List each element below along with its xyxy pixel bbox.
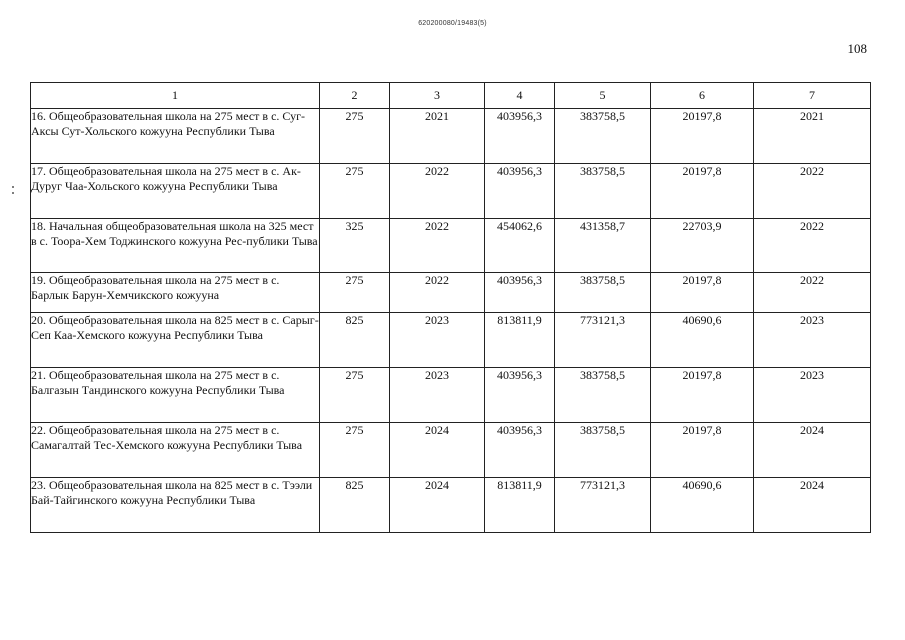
capacity-cell: 275 bbox=[320, 273, 390, 313]
capacity-cell: 275 bbox=[320, 368, 390, 423]
federal-funds-cell: 383758,5 bbox=[555, 273, 651, 313]
capacity-cell: 275 bbox=[320, 423, 390, 478]
school-name-cell: 18. Начальная общеобразовательная школа на 325 мест в с. Тоора-Хем Тоджинского кожууна Рес-публики Тыва bbox=[31, 219, 320, 273]
school-name-cell: 20. Общеобразовательная школа на 825 мест в с. Сарыг-Сеп Каа-Хемского кожууна Республики Тыва bbox=[31, 313, 320, 368]
total-cost-cell: 403956,3 bbox=[485, 273, 555, 313]
federal-funds-cell: 773121,3 bbox=[555, 313, 651, 368]
year-cell: 2022 bbox=[390, 219, 485, 273]
regional-funds-cell: 40690,6 bbox=[651, 313, 754, 368]
page-number: 108 bbox=[847, 41, 867, 56]
column-header: 4 bbox=[485, 83, 555, 109]
total-cost-cell: 403956,3 bbox=[485, 368, 555, 423]
federal-funds-cell: 383758,5 bbox=[555, 109, 651, 164]
year-cell: 2024 bbox=[390, 478, 485, 533]
commissioning-year-cell: 2022 bbox=[754, 164, 871, 219]
year-cell: 2021 bbox=[390, 109, 485, 164]
document-code: 620200080/19483(5) bbox=[418, 20, 487, 27]
total-cost-cell: 403956,3 bbox=[485, 423, 555, 478]
federal-funds-cell: 383758,5 bbox=[555, 368, 651, 423]
federal-funds-cell: 773121,3 bbox=[555, 478, 651, 533]
scan-artifact-dot bbox=[12, 186, 14, 188]
federal-funds-cell: 383758,5 bbox=[555, 164, 651, 219]
school-name-cell: 16. Общеобразовательная школа на 275 мест в с. Суг-Аксы Сут-Хольского кожууна Республики Тыва bbox=[31, 109, 320, 164]
commissioning-year-cell: 2023 bbox=[754, 313, 871, 368]
federal-funds-cell: 431358,7 bbox=[555, 219, 651, 273]
table-row bbox=[31, 423, 871, 478]
school-name-cell: 21. Общеобразовательная школа на 275 мест в с. Балгазын Тандинского кожууна Республики Тыва bbox=[31, 368, 320, 423]
regional-funds-cell: 22703,9 bbox=[651, 219, 754, 273]
capacity-cell: 325 bbox=[320, 219, 390, 273]
capacity-cell: 825 bbox=[320, 478, 390, 533]
total-cost-cell: 813811,9 bbox=[485, 313, 555, 368]
year-cell: 2024 bbox=[390, 423, 485, 478]
year-cell: 2023 bbox=[390, 368, 485, 423]
commissioning-year-cell: 2022 bbox=[754, 219, 871, 273]
column-number-header-row bbox=[31, 83, 871, 109]
column-header: 3 bbox=[390, 83, 485, 109]
construction-schedule-table bbox=[30, 82, 871, 533]
regional-funds-cell: 20197,8 bbox=[651, 368, 754, 423]
column-header: 1 bbox=[31, 83, 320, 109]
year-cell: 2022 bbox=[390, 273, 485, 313]
total-cost-cell: 403956,3 bbox=[485, 164, 555, 219]
year-cell: 2022 bbox=[390, 164, 485, 219]
school-name-cell: 23. Общеобразовательная школа на 825 мест в с. Тээли Бай-Тайгинского кожууна Республики Тыва bbox=[31, 478, 320, 533]
column-header: 7 bbox=[754, 83, 871, 109]
commissioning-year-cell: 2023 bbox=[754, 368, 871, 423]
commissioning-year-cell: 2024 bbox=[754, 423, 871, 478]
commissioning-year-cell: 2024 bbox=[754, 478, 871, 533]
commissioning-year-cell: 2022 bbox=[754, 273, 871, 313]
column-header: 2 bbox=[320, 83, 390, 109]
year-cell: 2023 bbox=[390, 313, 485, 368]
table-row bbox=[31, 368, 871, 423]
regional-funds-cell: 20197,8 bbox=[651, 164, 754, 219]
regional-funds-cell: 20197,8 bbox=[651, 423, 754, 478]
table-row bbox=[31, 273, 871, 313]
table-row bbox=[31, 219, 871, 273]
total-cost-cell: 454062,6 bbox=[485, 219, 555, 273]
school-name-cell: 19. Общеобразовательная школа на 275 мест в с. Барлык Барун-Хемчикского кожууна bbox=[31, 273, 320, 313]
capacity-cell: 275 bbox=[320, 109, 390, 164]
total-cost-cell: 403956,3 bbox=[485, 109, 555, 164]
column-header: 6 bbox=[651, 83, 754, 109]
capacity-cell: 275 bbox=[320, 164, 390, 219]
capacity-cell: 825 bbox=[320, 313, 390, 368]
table-row bbox=[31, 313, 871, 368]
regional-funds-cell: 20197,8 bbox=[651, 109, 754, 164]
school-name-cell: 17. Общеобразовательная школа на 275 мест в с. Ак-Дуруг Чаа-Хольского кожууна Республики Тыва bbox=[31, 164, 320, 219]
federal-funds-cell: 383758,5 bbox=[555, 423, 651, 478]
total-cost-cell: 813811,9 bbox=[485, 478, 555, 533]
column-header: 5 bbox=[555, 83, 651, 109]
scan-artifact-dot bbox=[12, 192, 14, 194]
regional-funds-cell: 20197,8 bbox=[651, 273, 754, 313]
school-name-cell: 22. Общеобразовательная школа на 275 мест в с. Самагалтай Тес-Хемского кожууна Республики Тыва bbox=[31, 423, 320, 478]
commissioning-year-cell: 2021 bbox=[754, 109, 871, 164]
table-row bbox=[31, 109, 871, 164]
table-row bbox=[31, 164, 871, 219]
regional-funds-cell: 40690,6 bbox=[651, 478, 754, 533]
table-row bbox=[31, 478, 871, 533]
